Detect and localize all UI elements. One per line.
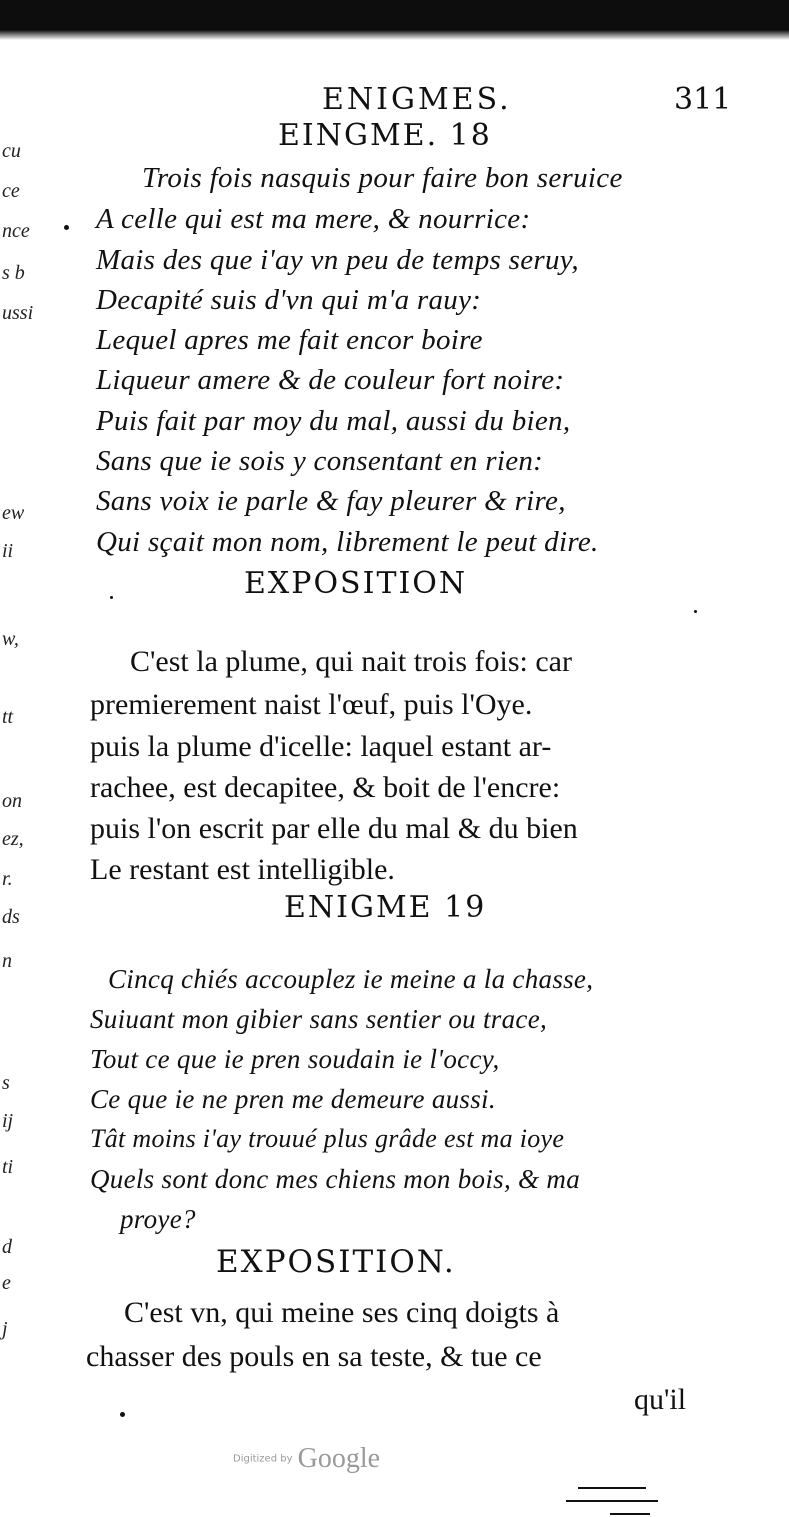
margin-fragment: s b xyxy=(2,262,25,284)
margin-fragment: ij xyxy=(2,1110,14,1132)
margin-fragment: on xyxy=(2,790,22,812)
page-number: 311 xyxy=(674,82,732,117)
verse-line: Suiuant mon gibier sans sentier ou trace, xyxy=(90,1004,548,1034)
verse-line: Tout ce que ie pren soudain ie l'occy, xyxy=(90,1044,500,1074)
margin-fragment: cu xyxy=(2,140,21,162)
margin-fragment: tt xyxy=(2,706,14,728)
bottom-rule xyxy=(578,1487,646,1489)
margin-fragment: ew xyxy=(2,502,25,524)
verse-line: Ce que ie ne pren me demeure aussi. xyxy=(90,1084,496,1114)
exposition-19-title: EXPOSITION. xyxy=(216,1244,456,1280)
verse-line: proye? xyxy=(120,1204,196,1234)
prose-line: puis la plume d'icelle: laquel estant ar- xyxy=(90,730,552,763)
bottom-rule xyxy=(566,1500,658,1502)
prose-line: C'est la plume, qui nait trois fois: car xyxy=(130,645,572,678)
scan-top-border-edge xyxy=(0,30,789,40)
verse-line: Mais des que i'ay vn peu de temps seruy, xyxy=(96,244,579,276)
margin-fragment: w, xyxy=(2,628,19,650)
prose-line: C'est vn, qui meine ses cinq doigts à xyxy=(124,1296,560,1329)
verse-line: Tât moins i'ay trouué plus grâde est ma ioye xyxy=(90,1124,565,1153)
margin-fragment: ussi xyxy=(2,302,34,324)
verse-line: Liqueur amere & de couleur fort noire: xyxy=(96,364,565,396)
margin-fragment: ce xyxy=(2,180,20,202)
verse-line: Lequel apres me fait encor boire xyxy=(96,324,483,356)
google-logo: Google xyxy=(297,1443,381,1474)
ink-speck xyxy=(120,1412,125,1417)
margin-fragment: nce xyxy=(2,220,30,242)
verse-line: Qui sçait mon nom, librement le peut dire. xyxy=(96,526,599,558)
ink-speck xyxy=(64,225,69,230)
margin-fragment: e xyxy=(2,1272,11,1294)
margin-fragment: ii xyxy=(2,540,14,562)
margin-fragment: s xyxy=(2,1072,10,1094)
verse-line: Cincq chiés accouplez ie meine a la chasse, xyxy=(108,964,594,994)
prose-line: puis l'on escrit par elle du mal & du bien xyxy=(90,812,578,845)
margin-fragment: ti xyxy=(2,1156,14,1178)
enigme-19-title: ENIGME 19 xyxy=(284,890,487,925)
enigme-18-title: EINGME. 18 xyxy=(278,118,492,153)
ink-speck xyxy=(110,596,113,599)
margin-fragment: j xyxy=(2,1318,8,1340)
verse-line: Quels sont donc mes chiens mon bois, & ma xyxy=(90,1164,581,1194)
verse-line: Sans que ie sois y consentant en rien: xyxy=(96,445,544,477)
verse-line: Trois fois nasquis pour faire bon seruice xyxy=(142,162,623,194)
running-head: ENIGMES. xyxy=(322,82,512,117)
verse-line: Puis fait par moy du mal, aussi du bien, xyxy=(96,405,571,437)
margin-fragment: n xyxy=(2,950,12,972)
digitized-watermark xyxy=(233,1443,380,1475)
exposition-18-title: EXPOSITION xyxy=(244,566,468,601)
margin-fragment: ds xyxy=(2,906,20,928)
verse-line: Decapité suis d'vn qui m'a rauy: xyxy=(96,284,482,316)
scan-top-border xyxy=(0,0,789,34)
ink-speck xyxy=(694,610,697,613)
watermark-prefix: Digitized by xyxy=(233,1453,293,1465)
bottom-rule xyxy=(610,1513,650,1515)
prose-line: chasser des pouls en sa teste, & tue ce xyxy=(86,1340,542,1373)
verse-line: A celle qui est ma mere, & nourrice: xyxy=(96,203,531,235)
margin-fragment: r. xyxy=(2,868,13,890)
prose-line: Le restant est intelligible. xyxy=(90,853,395,886)
margin-fragment: d xyxy=(2,1236,12,1258)
prose-line: premierement naist l'œuf, puis l'Oye. xyxy=(90,688,533,721)
verse-line: Sans voix ie parle & fay pleurer & rire, xyxy=(96,485,566,517)
margin-fragment: ez, xyxy=(2,828,24,850)
prose-line: rachee, est decapitee, & boit de l'encre: xyxy=(90,771,561,804)
catchword: qu'il xyxy=(634,1383,687,1416)
